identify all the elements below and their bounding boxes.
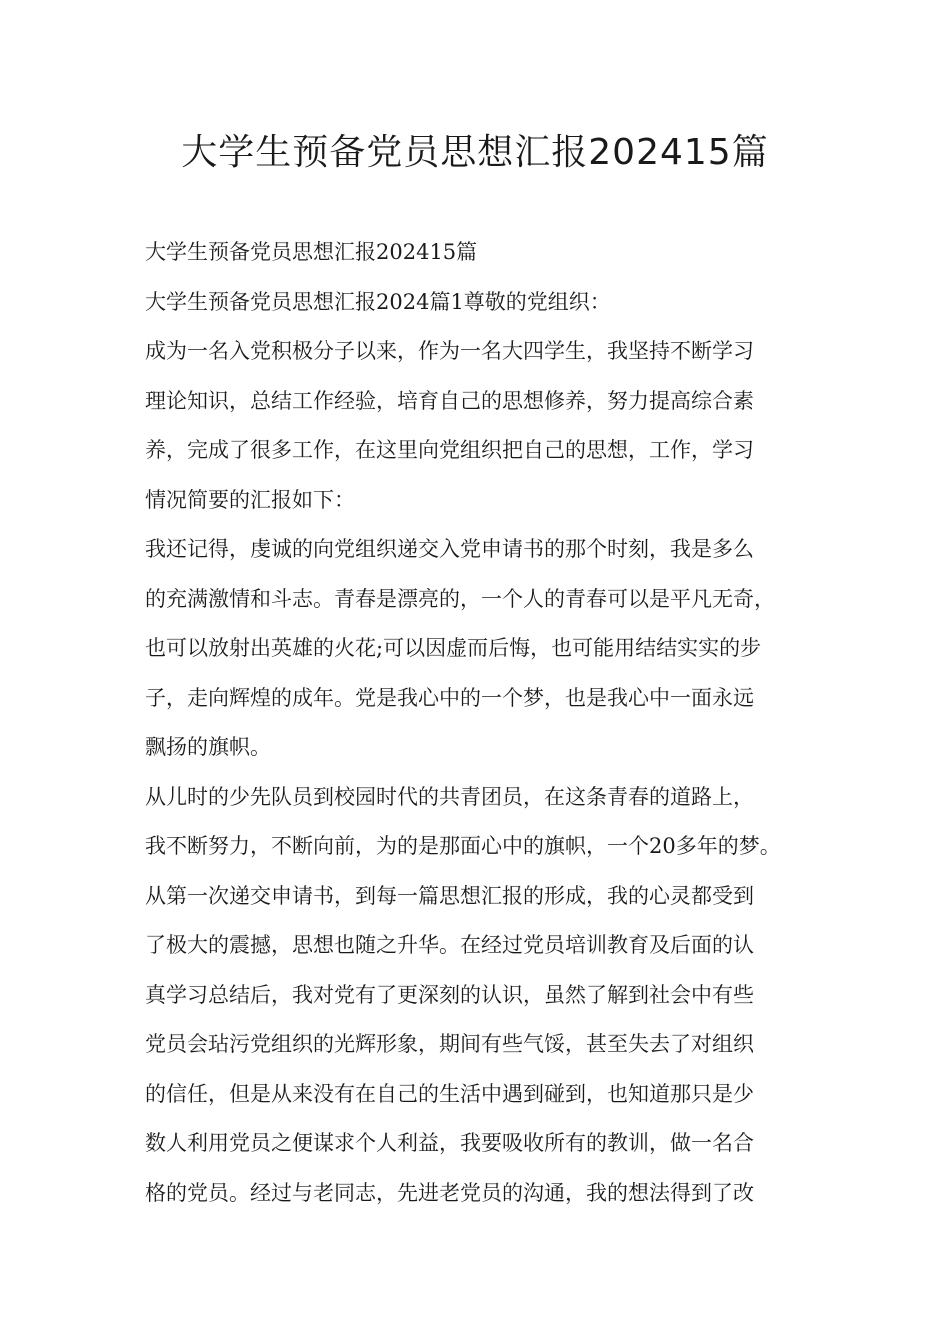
- text-line: 我不断努力，不断向前，为的是那面心中的旗帜，一个20多年的梦。: [145, 834, 781, 858]
- text-line: 养，完成了很多工作，在这里向党组织把自己的思想，工作，学习: [145, 438, 754, 462]
- text-line: 党员会玷污党组织的光辉形象，期间有些气馁，甚至失去了对组织: [145, 1032, 754, 1056]
- text-line: 飘扬的旗帜。: [145, 735, 271, 759]
- text-line: 从儿时的少先队员到校园时代的共青团员，在这条青春的道路上，: [145, 784, 754, 809]
- document-body: [145, 228, 825, 1218]
- text-line: 也可以放射出英雄的火花;可以因虚而后悔，也可能用结结实实的步: [145, 636, 762, 660]
- text-line: 我还记得，虔诚的向党组织递交入党申请书的那个时刻，我是多么: [145, 537, 754, 561]
- text-line: 数人利用党员之便谋求个人利益，我要吸收所有的教训，做一名合: [145, 1131, 754, 1155]
- text-line: 大学生预备党员思想汇报202415篇: [145, 240, 478, 264]
- text-line: 情况简要的汇报如下：: [145, 487, 355, 512]
- text-line: 理论知识，总结工作经验，培育自己的思想修养，努力提高综合素: [145, 388, 754, 413]
- text-line: 的充满激情和斗志。青春是漂亮的，一个人的青春可以是平凡无奇，: [145, 586, 775, 611]
- text-line: 了极大的震撼，思想也随之升华。在经过党员培训教育及后面的认: [145, 933, 754, 957]
- text-line: 子，走向辉煌的成年。党是我心中的一个梦，也是我心中一面永远: [145, 685, 754, 710]
- text-line: 大学生预备党员思想汇报2024篇1尊敬的党组织：: [145, 289, 611, 314]
- text-line: 从第一次递交申请书，到每一篇思想汇报的形成，我的心灵都受到: [145, 883, 754, 908]
- text-line: 格的党员。经过与老同志，先进老党员的沟通，我的想法得到了改: [145, 1180, 754, 1205]
- text-line: 的信任，但是从来没有在自己的生活中遇到碰到，也知道那只是少: [145, 1081, 754, 1106]
- text-line: 成为一名入党积极分子以来，作为一名大四学生，我坚持不断学习: [145, 339, 754, 363]
- text-line: 真学习总结后，我对党有了更深刻的认识，虽然了解到社会中有些: [145, 982, 754, 1007]
- document-title: 大学生预备党员思想汇报202415篇: [181, 132, 769, 173]
